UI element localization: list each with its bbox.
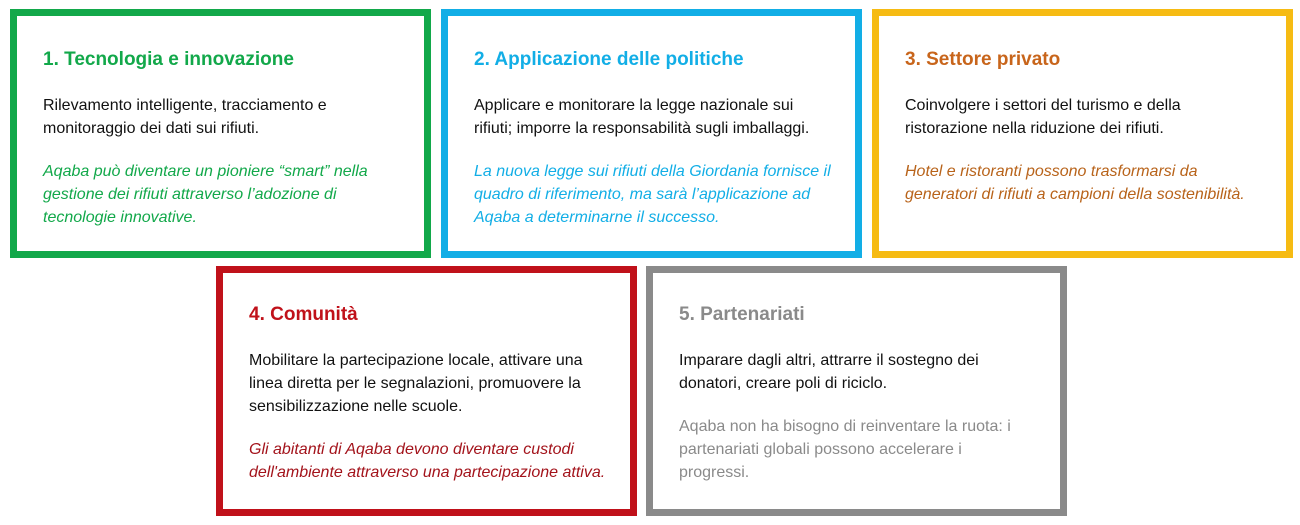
- card-note: Aqaba può diventare un pioniere “smart” nella gestione dei rifiuti attraverso l’adozione di tecnologie innovative.: [43, 163, 368, 226]
- card-note: Aqaba non ha bisogno di reinventare la ruota: i partenariati globali possono accelerare i progressi.: [679, 418, 1011, 481]
- card-title: 2. Applicazione delle politiche: [474, 49, 744, 70]
- card-description: Mobilitare la partecipazione locale, attivare una linea diretta per le segnalazioni, promuovere la sensibilizzazione nelle scuole.: [249, 352, 583, 415]
- card-description: Rilevamento intelligente, tracciamento e monitoraggio dei dati sui rifiuti.: [43, 97, 327, 137]
- card-title: 3. Settore privato: [905, 49, 1061, 70]
- card-note: La nuova legge sui rifiuti della Giordania fornisce il quadro di riferimento, ma sarà l’applicazione ad Aqaba a determinarne il successo.: [474, 163, 831, 226]
- card-title: 4. Comunità: [249, 304, 358, 325]
- card-title: 1. Tecnologia e innovazione: [43, 49, 294, 70]
- card-description: Applicare e monitorare la legge nazionale sui rifiuti; imporre la responsabilità sugli imballaggi.: [474, 97, 810, 137]
- card-description: Coinvolgere i settori del turismo e della ristorazione nella riduzione dei rifiuti.: [905, 97, 1181, 137]
- card-description: Imparare dagli altri, attrarre il sostegno dei donatori, creare poli di riciclo.: [679, 352, 979, 392]
- card-note: Gli abitanti di Aqaba devono diventare custodi dell'ambiente attraverso una partecipazione attiva.: [249, 441, 606, 481]
- card-private-sector: [872, 9, 1293, 258]
- card-community: [216, 266, 637, 516]
- card-title: 5. Partenariati: [679, 304, 805, 325]
- card-technology-innovation: [10, 9, 431, 258]
- card-note: Hotel e ristoranti possono trasformarsi da generatori di rifiuti a campioni della sostenibilità.: [905, 163, 1245, 203]
- card-partnerships: [646, 266, 1067, 516]
- card-policy-enforcement: [441, 9, 862, 258]
